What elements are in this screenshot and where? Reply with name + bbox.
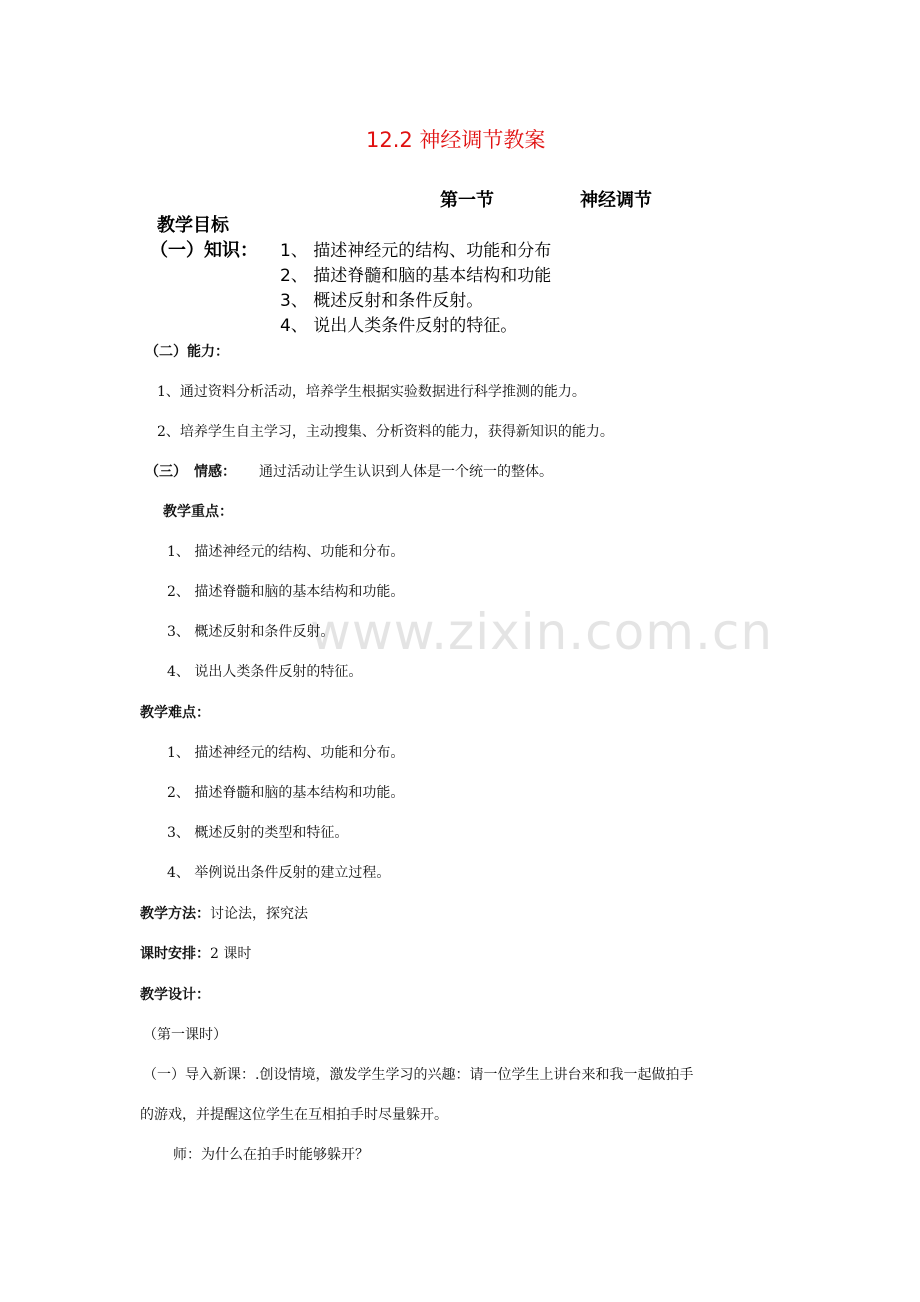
difficulty-item: 1、 描述神经元的结构、功能和分布。 bbox=[167, 745, 405, 761]
key-point-item: 4、 说出人类条件反射的特征。 bbox=[167, 664, 363, 680]
design-label: 教学设计： bbox=[140, 987, 210, 1003]
schedule-label: 课时安排： bbox=[140, 946, 210, 962]
objectives-heading: 教学目标 bbox=[157, 215, 229, 236]
key-point-item: 3、 概述反射和条件反射。 bbox=[167, 624, 335, 640]
document-title: 12.2 神经调节教案 bbox=[366, 128, 546, 152]
knowledge-label: （一）知识： bbox=[150, 240, 258, 261]
knowledge-item: 1、 描述神经元的结构、功能和分布 bbox=[280, 241, 552, 261]
difficulty-item: 3、 概述反射的类型和特征。 bbox=[167, 825, 349, 841]
emotion-text: 通过活动让学生认识到人体是一个统一的整体。 bbox=[259, 464, 553, 480]
schedule-value: 2 课时 bbox=[210, 946, 252, 962]
lesson-label: （第一课时） bbox=[143, 1027, 227, 1043]
intro-paragraph-line: （一）导入新课：.创设情境，激发学生学习的兴趣：请一位学生上讲台来和我一起做拍手 bbox=[143, 1067, 694, 1083]
ability-item: 1、通过资料分析活动，培养学生根据实验数据进行科学推测的能力。 bbox=[157, 384, 586, 400]
knowledge-item: 2、 描述脊髓和脑的基本结构和功能 bbox=[280, 266, 552, 286]
key-point-item: 2、 描述脊髓和脑的基本结构和功能。 bbox=[167, 584, 405, 600]
section-number: 第一节 bbox=[440, 190, 494, 211]
ability-label: （二）能力： bbox=[145, 344, 229, 360]
watermark: www.zixin.com.cn bbox=[310, 603, 774, 661]
ability-item: 2、培养学生自主学习，主动搜集、分析资料的能力，获得新知识的能力。 bbox=[157, 424, 614, 440]
emotion-label: （三） 情感： bbox=[145, 464, 236, 480]
method-value: 讨论法，探究法 bbox=[210, 906, 308, 922]
section-name: 神经调节 bbox=[580, 190, 652, 211]
difficulties-heading: 教学难点： bbox=[140, 705, 210, 721]
intro-paragraph-line: 的游戏，并提醒这位学生在互相拍手时尽量躲开。 bbox=[140, 1107, 448, 1123]
difficulty-item: 4、 举例说出条件反射的建立过程。 bbox=[167, 865, 391, 881]
key-point-item: 1、 描述神经元的结构、功能和分布。 bbox=[167, 544, 405, 560]
knowledge-item: 4、 说出人类条件反射的特征。 bbox=[280, 316, 518, 336]
teacher-question: 师：为什么在拍手时能够躲开？ bbox=[173, 1147, 369, 1163]
knowledge-item: 3、 概述反射和条件反射。 bbox=[280, 291, 484, 311]
key-points-heading: 教学重点： bbox=[163, 504, 233, 520]
schedule-row bbox=[140, 943, 251, 963]
difficulty-item: 2、 描述脊髓和脑的基本结构和功能。 bbox=[167, 785, 405, 801]
method-label: 教学方法： bbox=[140, 906, 210, 922]
method-row bbox=[140, 903, 308, 923]
